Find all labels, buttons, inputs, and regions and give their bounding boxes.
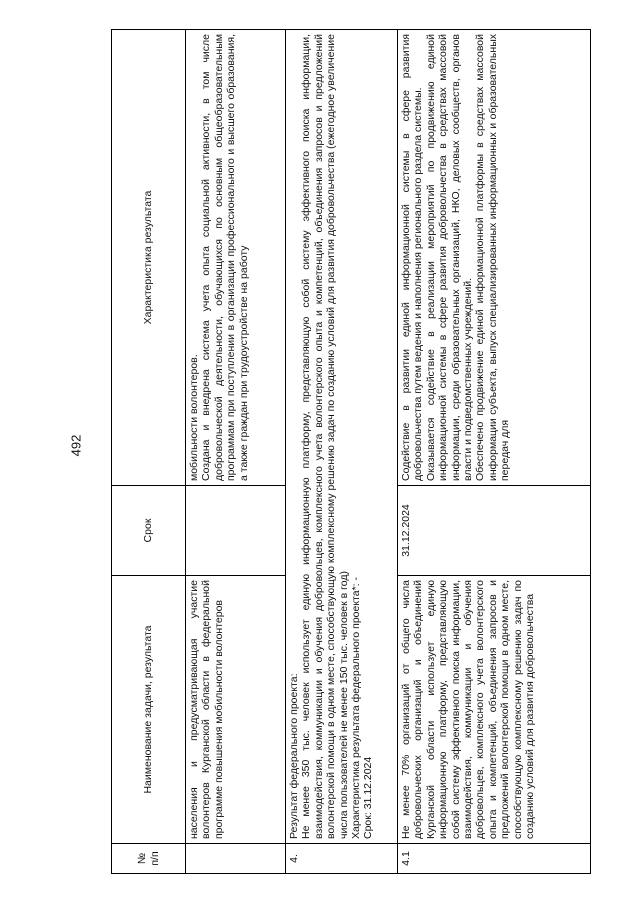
row-4-1-char-3: Обеспечено продвижение единой информационной платформы в средствах массовой информации субъекта, выпуск специализированных информационных и образовательных передач для	[474, 34, 512, 481]
table-row	[186, 30, 286, 874]
header-deadline: Срок	[112, 486, 186, 576]
row-4-1-name: Не менее 70% организаций от общего числа добровольческих организаций и объединений Курганской области использует единую информационную платформу, представляющую собой систему эффективного поиска информации, взаимодействия, коммуникации и обучения добровольцев, комплексного учета волонтерского опыта и компетенций, объединения запросов и предложений волонтерской помощи в одном месте, способствующую комплексному решению задач по созданию условий для развития добровольчества	[398, 576, 591, 844]
table-header-row	[112, 30, 186, 874]
row-cont-name: населения и предусматривающая участие волонтеров Курганской области в федеральной программе повышения мобильности волонтеров	[186, 576, 286, 844]
page-number: 492	[68, 434, 84, 457]
row-cont-characteristic	[186, 30, 286, 486]
row-4-federal-result	[286, 30, 398, 844]
row-4-1-characteristic	[398, 30, 591, 486]
row-cont-char-2: Создана и внедрена система учета опыта социальной активности, в том числе добровольческой деятельности, обучающихся по основным общеобразовательным программам при поступлении в организации профессионального и высшего образования, а также граждан при трудоустройстве на работу	[200, 34, 250, 481]
row-4-line-3: Характеристика результата федерального проекта*: -	[350, 576, 363, 839]
header-name: Наименование задачи, результата	[112, 576, 186, 844]
row-4-line-4: Срок: 31.12.2024	[362, 756, 375, 839]
row-4-line-1: Результат федерального проекта:	[288, 673, 300, 839]
row-cont-num	[186, 844, 286, 874]
row-4-1-num: 4.1	[398, 844, 591, 874]
header-characteristic: Характеристика результата	[112, 30, 186, 486]
table-row	[398, 30, 591, 874]
document-table-rotated	[111, 29, 591, 874]
row-cont-deadline	[186, 486, 286, 576]
header-num: № п/п	[112, 844, 186, 874]
results-table	[111, 29, 591, 874]
row-4-1-char-2: Оказывается содействие в реализации мероприятий по продвижению единой информационной системы в сфере развития добровольчества в средствах массовой информации, среди образовательных организаций, НКО, деловых сообществ, органов власти и подведомственных учреждений.	[424, 34, 475, 481]
row-4-line-2: Не менее 350 тыс. человек использует единую информационную платформу, представляющую собой систему эффективного поиска информации, взаимодействия, коммуникации и обучения добровольцев, комплексного учета волонтерского опыта и компетенций, объединения запросов и предложений волонтерской помощи в одном месте, способствующую комплексному решению задач по созданию условий для развития добровольчества (ежегодное увеличение числа пользователей не менее 150 тыс. человек в год)	[300, 34, 350, 839]
table-row	[286, 30, 398, 874]
row-cont-char-1: мобильности волонтеров.	[188, 354, 200, 481]
row-4-num: 4.	[286, 844, 398, 874]
row-4-1-deadline: 31.12.2024	[398, 486, 591, 576]
row-4-1-char-1: Содействие в развитии единой информационной системы в сфере развития добровольчества путем ведения и наполнения регионального раздела системы.	[400, 34, 425, 481]
